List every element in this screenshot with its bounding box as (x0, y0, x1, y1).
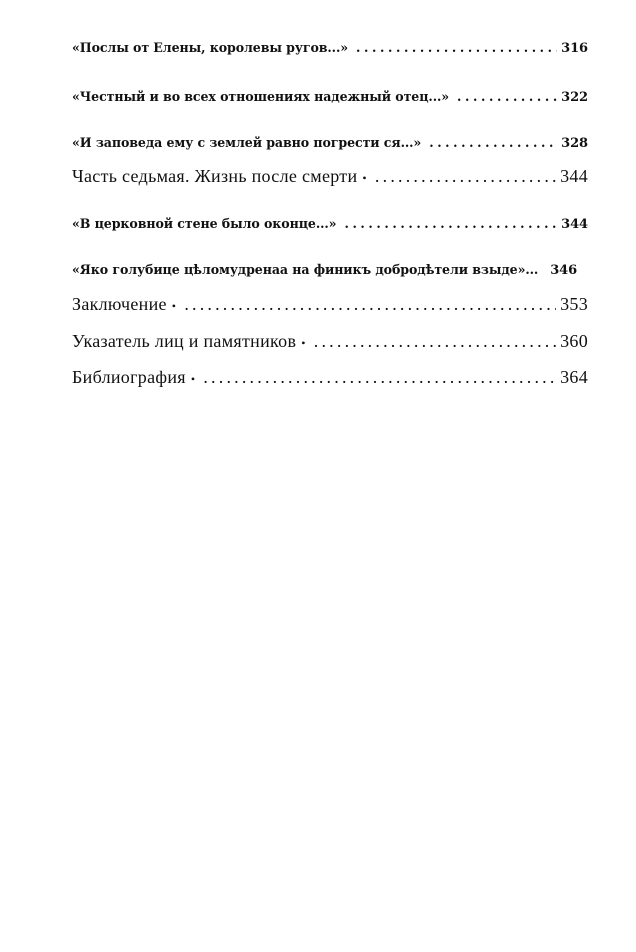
toc-entry-title: «Яко голубице цѣломудренаа на финикъ добродѣтели взыде»... (72, 262, 539, 277)
toc-entry-title: «Послы от Елены, королевы ругов...» (72, 40, 349, 55)
toc-entry-bibliography (72, 367, 588, 388)
toc-entry-page-number: 344 (561, 217, 588, 232)
toc-entry-church-window (72, 216, 588, 232)
dot-leader (184, 294, 556, 315)
toc-entry-honest-father (72, 89, 588, 105)
toc-entry-envoys-of-elena (72, 40, 588, 56)
toc-entry-title: «В церковной стене было оконце...» (72, 216, 337, 231)
toc-entry-buried-with-earth (72, 135, 588, 151)
dot-leader (356, 40, 557, 55)
toc-entry-title: Библиография (72, 367, 186, 387)
toc-entry-page-number: 328 (561, 136, 588, 151)
toc-entry-conclusion (72, 294, 588, 315)
bullet-icon: • (362, 171, 367, 185)
dot-leader (203, 367, 556, 388)
dot-leader (457, 89, 557, 104)
dot-leader (429, 135, 557, 150)
toc-entry-dove-chastity (72, 262, 588, 278)
bullet-icon: • (171, 299, 177, 313)
toc-entry-title: Часть седьмая. Жизнь после смерти (72, 166, 358, 186)
bullet-icon: • (301, 336, 306, 350)
dot-leader (375, 166, 556, 187)
toc-entry-title: Заключение (72, 294, 167, 314)
toc-entry-page-number: 316 (561, 41, 588, 56)
toc-entry-page-number: 353 (560, 294, 588, 314)
toc-entry-page-number: 322 (561, 90, 588, 105)
toc-entry-title: «И заповеда ему с землей равно погрести ся...» (72, 135, 422, 150)
toc-entry-page-number: 364 (560, 367, 588, 387)
toc-entry-index (72, 331, 588, 352)
toc-entry-title: Указатель лиц и памятников (72, 331, 297, 351)
toc-entry-page-number: 360 (560, 331, 588, 351)
dot-leader (314, 331, 556, 352)
dot-leader (344, 216, 557, 231)
bullet-icon: • (190, 372, 196, 386)
toc-entry-part-seven (72, 166, 588, 187)
toc-entry-page-number: 344 (560, 166, 588, 186)
toc-entry-title: «Честный и во всех отношениях надежный отец...» (72, 89, 450, 104)
toc-entry-page-number: 346 (550, 263, 578, 278)
